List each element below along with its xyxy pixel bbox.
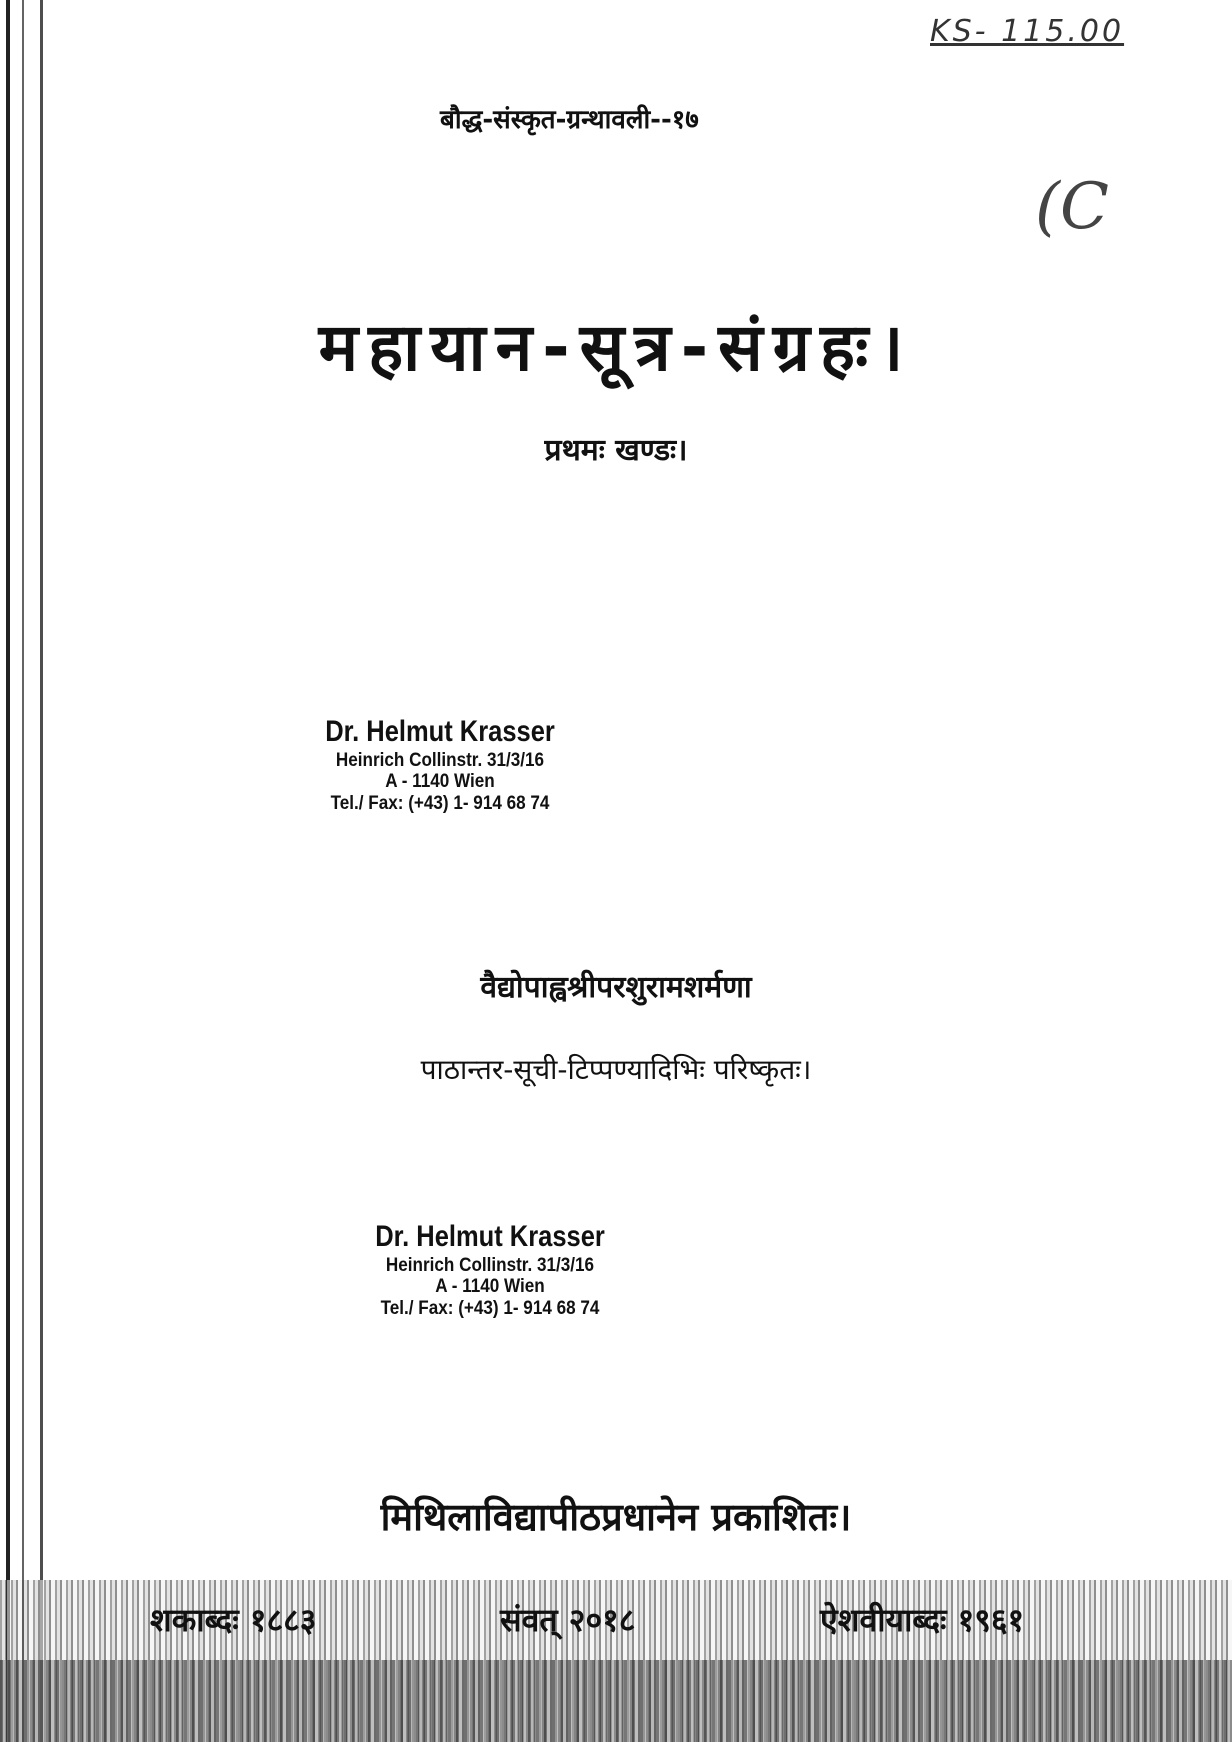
- isvi-year: ऐशवीयाब्दः १९६१: [820, 1601, 1025, 1639]
- scan-edge-line: [40, 0, 43, 1742]
- owner-stamp: [290, 715, 590, 815]
- edited-with-line: पाठान्तर-सूची-टिप्पण्यादिभिः परिष्कृतः।: [420, 1053, 812, 1086]
- date-line: [0, 1598, 1232, 1648]
- book-title: महायान-सूत्र-संग्रहः।: [318, 309, 914, 386]
- stamp-city: A - 1140 Wien: [385, 771, 495, 793]
- publisher-line: मिथिलाविद्यापीठप्रधानेन प्रकाशितः।: [380, 1495, 852, 1539]
- margin-handwritten-mark: (C: [1035, 170, 1109, 244]
- series-heading: बौद्ध-संस्कृत-ग्रन्थावली--१७: [440, 105, 699, 135]
- samvat-year: संवत् २०१८: [500, 1601, 636, 1639]
- stamp-address: Heinrich Collinstr. 31/3/16: [385, 1254, 595, 1276]
- stamp-phone: Tel./ Fax: (+43) 1- 914 68 74: [380, 1298, 600, 1320]
- scan-edge-line: [22, 0, 24, 1742]
- stamp-name: Dr. Helmut Krasser: [375, 1220, 605, 1253]
- stamp-phone: Tel./ Fax: (+43) 1- 914 68 74: [330, 793, 550, 815]
- shaka-year: शकाब्दः १८८३: [150, 1601, 317, 1639]
- stamp-city: A - 1140 Wien: [435, 1276, 545, 1298]
- owner-stamp: [340, 1220, 640, 1320]
- accession-note: KS- 115.00: [930, 14, 1125, 49]
- editor-line: वैद्योपाह्वश्रीपरशुरामशर्मणा: [480, 970, 752, 1005]
- scan-noise-band: [0, 1660, 1232, 1742]
- scan-edge-line: [6, 0, 10, 1742]
- volume-label: प्रथमः खण्डः।: [544, 433, 688, 468]
- stamp-address: Heinrich Collinstr. 31/3/16: [335, 749, 545, 771]
- stamp-name: Dr. Helmut Krasser: [325, 715, 555, 748]
